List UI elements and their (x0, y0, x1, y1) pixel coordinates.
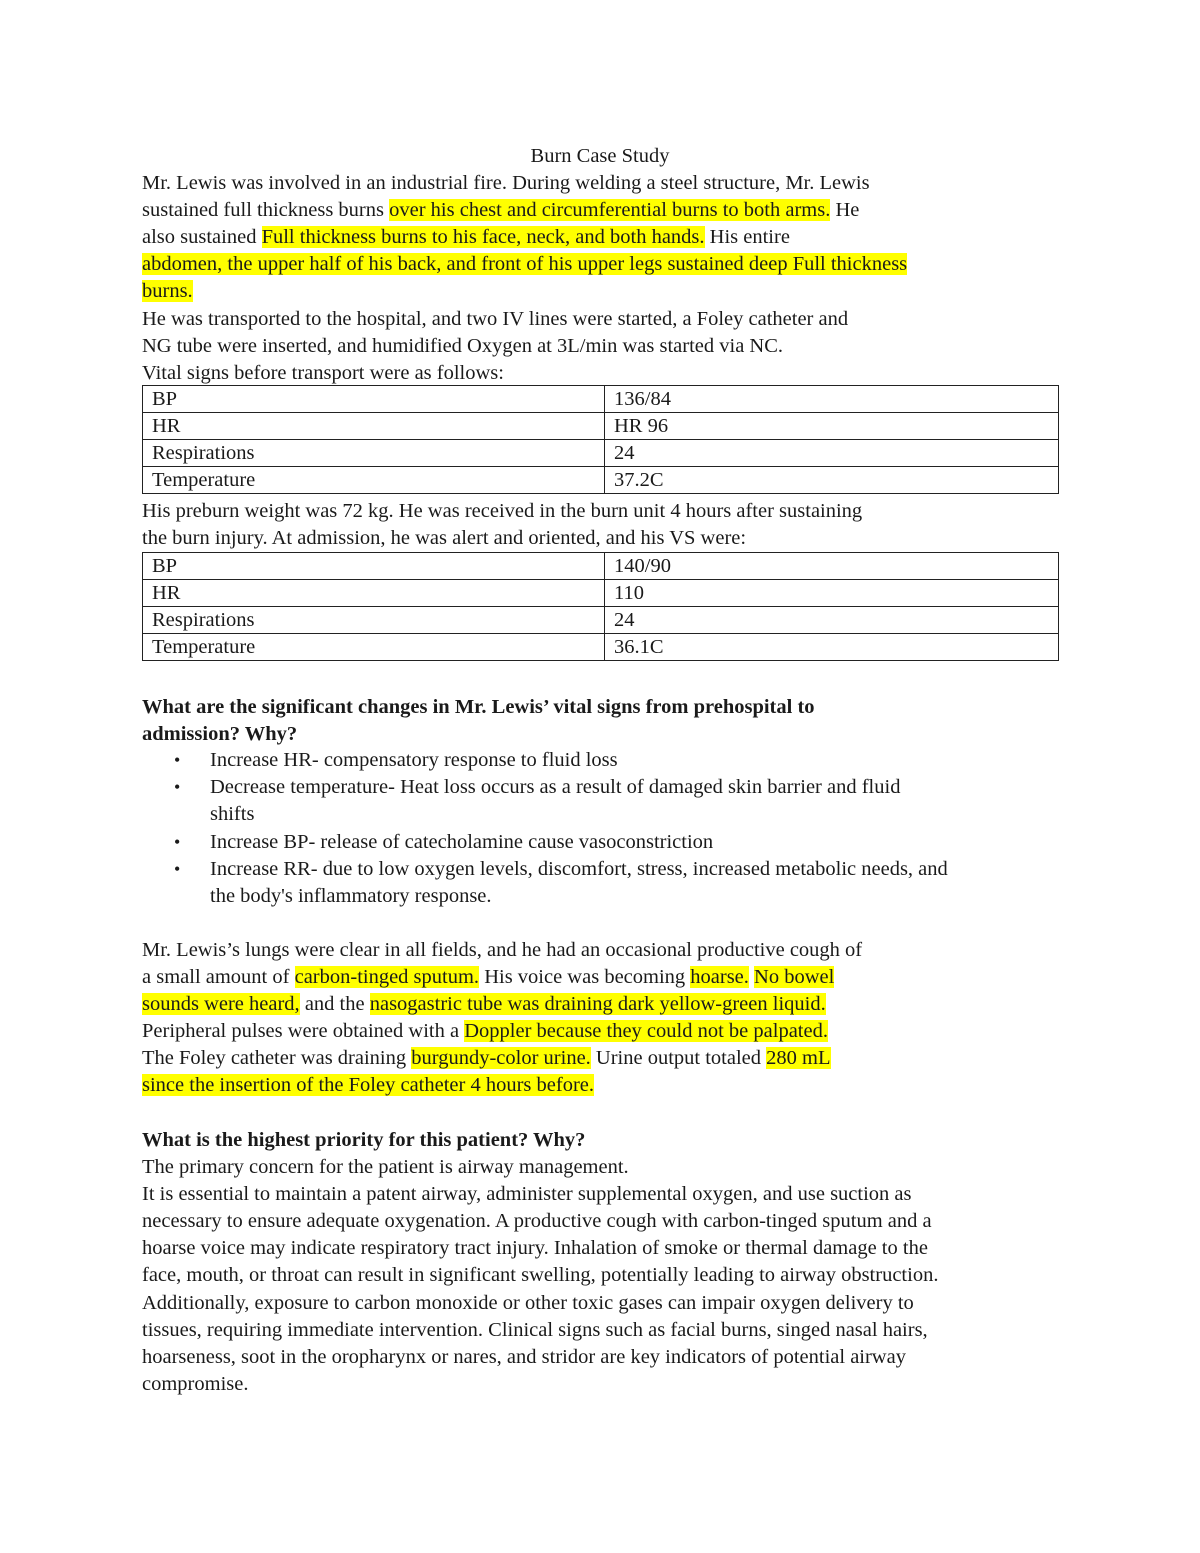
bullet-icon: • (174, 832, 181, 852)
answer-line: compromise. (142, 1373, 249, 1395)
answer-line: face, mouth, or throat can result in significant swelling, potentially leading to airway obstruction. (142, 1264, 939, 1286)
highlighted-text: 280 mL (766, 1047, 831, 1069)
answer-line: hoarseness, soot in the oropharynx or nares, and stridor are key indicators of potential airway (142, 1346, 906, 1368)
table-cell: HR 96 (605, 413, 1059, 440)
table-cell: Temperature (143, 467, 605, 494)
table-row (143, 467, 1059, 494)
bullet-icon: • (174, 777, 181, 797)
highlighted-text: burns. (142, 280, 193, 302)
answer-line: It is essential to maintain a patent airway, administer supplemental oxygen, and use suction as (142, 1183, 912, 1205)
table-row (143, 386, 1059, 413)
highlighted-text: Doppler because they could not be palpated. (464, 1020, 828, 1042)
table-row (143, 634, 1059, 661)
vitals-transport-table (142, 385, 1059, 494)
table-cell: 136/84 (605, 386, 1059, 413)
intro-line (142, 251, 907, 278)
answer-line: The primary concern for the patient is airway management. (142, 1156, 629, 1178)
table-row (143, 580, 1059, 607)
table-cell: 37.2C (605, 467, 1059, 494)
bullet-icon: • (174, 750, 181, 770)
assessment-line: Mr. Lewis’s lungs were clear in all fields, and he had an occasional productive cough of (142, 939, 863, 961)
table-row (143, 440, 1059, 467)
table-cell: 24 (605, 607, 1059, 634)
table-row (143, 607, 1059, 634)
list-item: Increase HR- compensatory response to fluid loss (210, 749, 618, 771)
highlighted-text: burgundy-color urine. (411, 1047, 591, 1069)
answer-line: necessary to ensure adequate oxygenation. A productive cough with carbon-tinged sputum and a (142, 1210, 932, 1232)
highlighted-text: sounds were heard, (142, 993, 300, 1015)
assessment-line: sounds were heard, and the nasogastric tube was draining dark yellow-green liquid. (142, 993, 826, 1015)
answer-line: Additionally, exposure to carbon monoxide or other toxic gases can impair oxygen delivery to (142, 1292, 914, 1314)
intro-line: Mr. Lewis was involved in an industrial fire. During welding a steel structure, Mr. Lewis (142, 172, 870, 194)
list-item-continuation: shifts (210, 803, 255, 825)
admission-line: His preburn weight was 72 kg. He was received in the burn unit 4 hours after sustaining (142, 500, 863, 522)
table-cell: 36.1C (605, 634, 1059, 661)
intro-line: sustained full thickness burns over his chest and circumferential burns to both arms. He (142, 199, 860, 221)
table-cell: BP (143, 386, 605, 413)
table-row (143, 413, 1059, 440)
table-cell: 110 (605, 580, 1059, 607)
highlighted-text: since the insertion of the Foley catheter 4 hours before. (142, 1074, 594, 1096)
highlighted-text: No bowel (754, 966, 835, 988)
document-title: Burn Case Study (530, 145, 670, 167)
table-row (143, 553, 1059, 580)
table-cell: Temperature (143, 634, 605, 661)
assessment-line (142, 1072, 594, 1099)
highlighted-text: over his chest and circumferential burns to both arms. (389, 199, 831, 221)
highlighted-text: abdomen, the upper half of his back, and front of his upper legs sustained deep Full thickness (142, 253, 908, 275)
table-cell: HR (143, 580, 605, 607)
list-item: Increase RR- due to low oxygen levels, discomfort, stress, increased metabolic needs, and (210, 858, 948, 880)
intro-line: also sustained Full thickness burns to his face, neck, and both hands. His entire (142, 226, 790, 248)
highlighted-text: carbon-tinged sputum. (294, 966, 480, 988)
highlighted-text: nasogastric tube was draining dark yellow-green liquid. (369, 993, 826, 1015)
answer-line: tissues, requiring immediate intervention. Clinical signs such as facial burns, singed nasal hairs, (142, 1319, 928, 1341)
intro-line: He was transported to the hospital, and two IV lines were started, a Foley catheter and (142, 308, 849, 330)
intro-line: NG tube were inserted, and humidified Oxygen at 3L/min was started via NC. (142, 335, 784, 357)
answer-line: hoarse voice may indicate respiratory tract injury. Inhalation of smoke or thermal damage to the (142, 1237, 928, 1259)
bullet-icon: • (174, 859, 181, 879)
table-cell: 140/90 (605, 553, 1059, 580)
table-cell: Respirations (143, 440, 605, 467)
assessment-line: Peripheral pulses were obtained with a Doppler because they could not be palpated. (142, 1020, 828, 1042)
table-cell: BP (143, 553, 605, 580)
admission-line: the burn injury. At admission, he was alert and oriented, and his VS were: (142, 527, 747, 549)
question-heading: What is the highest priority for this patient? Why? (142, 1129, 586, 1151)
list-item: Decrease temperature- Heat loss occurs as a result of damaged skin barrier and fluid (210, 776, 901, 798)
highlighted-text: hoarse. (690, 966, 749, 988)
table-cell: HR (143, 413, 605, 440)
table-cell: 24 (605, 440, 1059, 467)
intro-line (142, 278, 193, 305)
assessment-line: a small amount of carbon-tinged sputum. His voice was becoming hoarse. No bowel (142, 966, 835, 988)
list-item: Increase BP- release of catecholamine cause vasoconstriction (210, 831, 714, 853)
table-cell: Respirations (143, 607, 605, 634)
question-heading: What are the significant changes in Mr. Lewis’ vital signs from prehospital to (142, 696, 815, 718)
vitals-admission-table (142, 552, 1059, 661)
highlighted-text: Full thickness burns to his face, neck, and both hands. (261, 226, 705, 248)
question-heading: admission? Why? (142, 723, 298, 745)
list-item-continuation: the body's inflammatory response. (210, 885, 492, 907)
intro-line: Vital signs before transport were as follows: (142, 362, 504, 384)
assessment-line: The Foley catheter was draining burgundy-color urine. Urine output totaled 280 mL (142, 1047, 831, 1069)
